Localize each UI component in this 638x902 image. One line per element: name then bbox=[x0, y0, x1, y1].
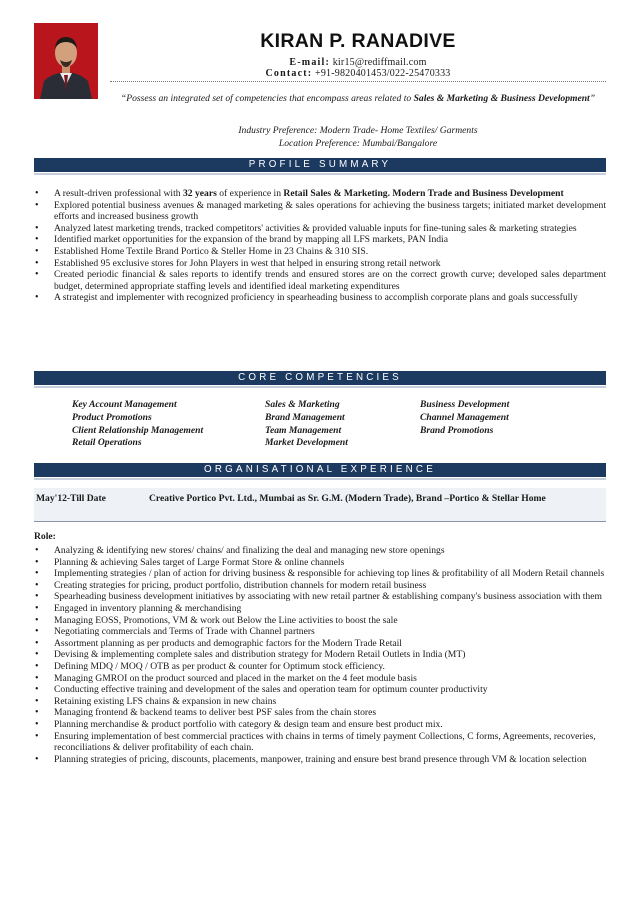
person-photo-icon bbox=[34, 23, 98, 99]
location-preference: Location Preference: Mumbai/Bangalore bbox=[278, 138, 438, 149]
email-address[interactable]: kir15@rediffmail.com bbox=[332, 57, 427, 68]
contact-label: Contact: bbox=[265, 68, 313, 79]
role-duties-list bbox=[34, 545, 606, 765]
list-item: • Conducting effective training and development of the sales and operation team for optimum counter productivity bbox=[34, 684, 606, 696]
list-item: • Managing EOSS, Promotions, VM & work out Below the Line activities to boost the sale bbox=[34, 615, 606, 627]
heading-underline bbox=[34, 173, 606, 175]
email-label: E-mail: bbox=[289, 57, 331, 68]
contact-line bbox=[110, 68, 606, 79]
competency-item: Sales & Marketing bbox=[265, 399, 340, 410]
competency-item: Team Management bbox=[265, 424, 342, 436]
competencies-column-1 bbox=[72, 399, 203, 450]
list-item: • Identified market opportunities for the expansion of the brand by mapping all LFS markets, PAN India bbox=[34, 234, 606, 246]
quote-close: ” bbox=[589, 93, 596, 104]
list-item: • Ensuring implementation of best commercial practices with chains in terms of timely payment Collections, C forms, Agreements, recoveries, reconciliations & deliver profitability of each chain. bbox=[34, 731, 606, 754]
list-item: • A strategist and implementer with recognized proficiency in spearheading business to accomplish corporate plans and goals successfully bbox=[34, 292, 606, 304]
list-item: • Defining MDQ / MOQ / OTB as per product & counter for Optimum stock efficiency. bbox=[34, 661, 606, 673]
experience-company: Creative Portico Pvt. Ltd., Mumbai as Sr. G.M. (Modern Trade), Brand –Portico & Stellar Home bbox=[149, 493, 546, 504]
competency-item: Brand Promotions bbox=[420, 424, 494, 436]
list-item: • Analyzed latest marketing trends, tracked competitors' activities & provided valuable inputs for fine-tuning sales & marketing strategies bbox=[34, 223, 606, 235]
list-item: • Managing GMROI on the product sourced and placed in the market on the 4 feet module basis bbox=[34, 673, 606, 685]
competency-item: Business Development bbox=[420, 399, 510, 410]
profile-summary-heading: PROFILE SUMMARY bbox=[34, 158, 606, 172]
heading-underline bbox=[34, 386, 606, 388]
contact-number: +91-9820401453/022-25470333 bbox=[315, 68, 451, 79]
list-item: • Analyzing & identifying new stores/ chains/ and finalizing the deal and managing new store openings bbox=[34, 545, 606, 557]
competency-item: Retail Operations bbox=[72, 437, 142, 449]
email-line bbox=[110, 57, 606, 68]
list-item: • Assortment planning as per products and demographic factors for the Modern Trade Retail bbox=[34, 638, 606, 650]
industry-preference: Industry Preference: Modern Trade- Home Textiles/ Garments bbox=[238, 125, 478, 136]
profile-photo bbox=[34, 23, 98, 99]
competencies-column-2 bbox=[265, 399, 348, 450]
header-divider bbox=[110, 81, 606, 82]
list-item: • Planning strategies of pricing, discounts, placements, manpower, training and ensure best brand presence through VM & location selection bbox=[34, 754, 606, 766]
competency-item: Client Relationship Management bbox=[72, 424, 204, 436]
quote-focus: Sales & Marketing & Business Development bbox=[413, 93, 590, 104]
list-item: • Planning merchandise & product portfolio with category & design team and ensure best product mix. bbox=[34, 719, 606, 731]
competency-item: Market Development bbox=[265, 437, 348, 449]
heading-underline bbox=[34, 478, 606, 480]
candidate-name: KIRAN P. RANADIVE bbox=[260, 30, 456, 52]
list-item: • Established 95 exclusive stores for John Players in west that helped in ensuring strong retail network bbox=[34, 258, 606, 270]
competency-item: Product Promotions bbox=[72, 411, 152, 423]
list-item: • Creating strategies for pricing, product portfolio, distribution channels for modern retail business bbox=[34, 580, 606, 592]
list-item: • Implementing strategies / plan of action for driving business & responsible for achieving top lines & profitability of all Modern Retail channels bbox=[34, 568, 606, 580]
core-competencies-heading: CORE COMPETENCIES bbox=[34, 371, 606, 385]
experience-heading: ORGANISATIONAL EXPERIENCE bbox=[34, 463, 606, 477]
competencies-column-3 bbox=[420, 399, 509, 437]
competency-item: Key Account Management bbox=[72, 399, 177, 410]
list-item: • Spearheading business development initiatives by associating with new retail partner & establishing company's business association with them bbox=[34, 591, 606, 603]
list-item: • Established Home Textile Brand Portico & Steller Home in 23 Chains & 310 SIS. bbox=[34, 246, 606, 258]
experience-date: May'12-Till Date bbox=[36, 493, 106, 504]
list-item: • A result-driven professional with 32 years of experience in Retail Sales & Marketing. Modern Trade and Business Development bbox=[34, 188, 606, 200]
list-item: • Planning & achieving Sales target of Large Format Store & online channels bbox=[34, 557, 606, 569]
quote-text: “Possess an integrated set of competencies that encompass areas related to bbox=[120, 93, 414, 104]
list-item: • Managing frontend & backend teams to deliver best PSF sales from the chain stores bbox=[34, 707, 606, 719]
list-item: • Explored potential business avenues & managed marketing & sales operations for achieving the business targets; initiated market development efforts and increased business growth bbox=[34, 200, 606, 223]
experience-entry bbox=[34, 488, 606, 522]
list-item: • Retaining existing LFS chains & expansion in new chains bbox=[34, 696, 606, 708]
role-label: Role: bbox=[34, 531, 56, 542]
summary-quote bbox=[110, 93, 606, 106]
list-item: • Devising & implementing complete sales and distribution strategy for Modern Retail Outlets in India (MT) bbox=[34, 649, 606, 661]
list-item: • Engaged in inventory planning & merchandising bbox=[34, 603, 606, 615]
competency-item: Brand Management bbox=[265, 411, 345, 423]
profile-summary-list bbox=[34, 188, 606, 304]
list-item: • Negotiating commercials and Terms of Trade with Channel partners bbox=[34, 626, 606, 638]
list-item: • Created periodic financial & sales reports to identify trends and ensured stores are on the correct growth curve; developed sales department budget, determined appropriate staffing levels and identified ideal marketing expenditures bbox=[34, 269, 606, 292]
competency-item: Channel Management bbox=[420, 411, 509, 423]
